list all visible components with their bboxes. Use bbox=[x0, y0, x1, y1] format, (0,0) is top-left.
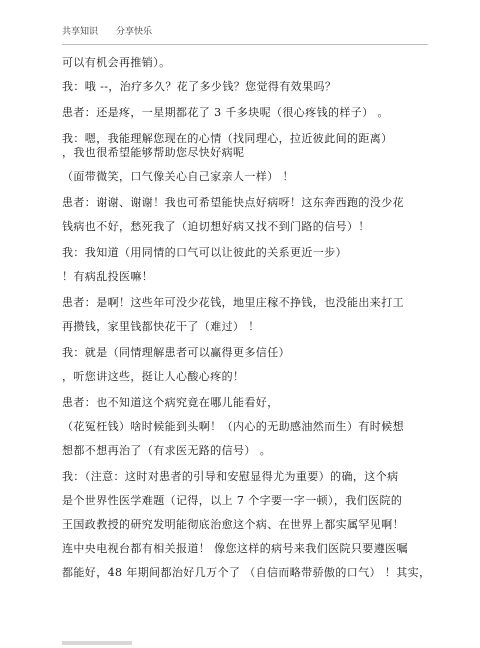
text-line: 我：嗯，我能理解您现在的心情（找同理心，拉近彼此间的距离） bbox=[62, 132, 393, 145]
text-line: 再攒钱，家里钱都快花干了（难过） ！ bbox=[62, 320, 260, 333]
next-page-fragment bbox=[62, 641, 132, 645]
page-header bbox=[62, 24, 152, 37]
text-line: 我：（注意：这时对患者的引导和安慰显得尤为重要）的确，这个病 bbox=[62, 470, 399, 483]
text-line: ，我也很希望能够帮助您尽快好病呢 bbox=[62, 146, 245, 159]
text-line: （花冤枉钱）啥时候能到头啊！（内心的无助感油然而生）有时候想 bbox=[62, 420, 404, 433]
text-line: 可以有机会再推销）。 bbox=[62, 56, 171, 69]
text-line: 是个世界性医学难题（记得，以上 7 个字要一字一顿），我们医院的 bbox=[62, 494, 403, 507]
text-line: 我：就是（同情理解患者可以赢得更多信任） bbox=[62, 346, 290, 359]
text-line: 患者：还是疼，一星期都花了 3 千多块呢（很心疼钱的样子） 。 bbox=[62, 106, 389, 119]
text-line: 患者：是啊！这些年可没少花钱，地里庄稼不挣钱，也没能出来打工 bbox=[62, 296, 404, 309]
header-divider bbox=[62, 44, 428, 45]
text-line: 患者：谢谢、谢谢！我也可希望能快点好病呀！这东奔西跑的没少花 bbox=[62, 196, 404, 209]
text-line: 我：哦 --，治疗多久？花了多少钱？您觉得有效果吗？ bbox=[62, 80, 337, 93]
text-line: 连中央电视台都有相关报道！ 像您这样的病号来我们医院只要遵医嘱 bbox=[62, 542, 408, 555]
text-line: 王国政教授的研究发明能彻底治愈这个病、在世界上都实属罕见啊！ bbox=[62, 518, 404, 531]
text-line: 都能好，48 年期间都治好几万个了 （自信而略带骄傲的口气） ！其实， bbox=[62, 566, 431, 579]
text-line: ！有病乱投医嘛！ bbox=[62, 270, 154, 283]
text-line: 想都不想再治了（有求医无路的信号） 。 bbox=[62, 444, 272, 457]
document-body bbox=[62, 56, 434, 580]
text-line: （面带微笑，口气像关心自己家亲人一样） ！ bbox=[62, 170, 294, 183]
text-line: 我：我知道（用同情的口气可以让彼此的关系更近一步） bbox=[62, 246, 347, 259]
text-line: ，听您讲这些，挺让人心酸心疼的！ bbox=[62, 370, 245, 383]
text-line: 患者：也不知道这个病究竟在哪儿能看好， bbox=[62, 396, 279, 409]
text-line: 钱病也不好，愁死我了（迫切想好病又找不到门路的信号）！ bbox=[62, 220, 370, 233]
header-left-text: 共享知识 bbox=[62, 27, 99, 37]
header-right-text: 分享快乐 bbox=[116, 27, 153, 37]
